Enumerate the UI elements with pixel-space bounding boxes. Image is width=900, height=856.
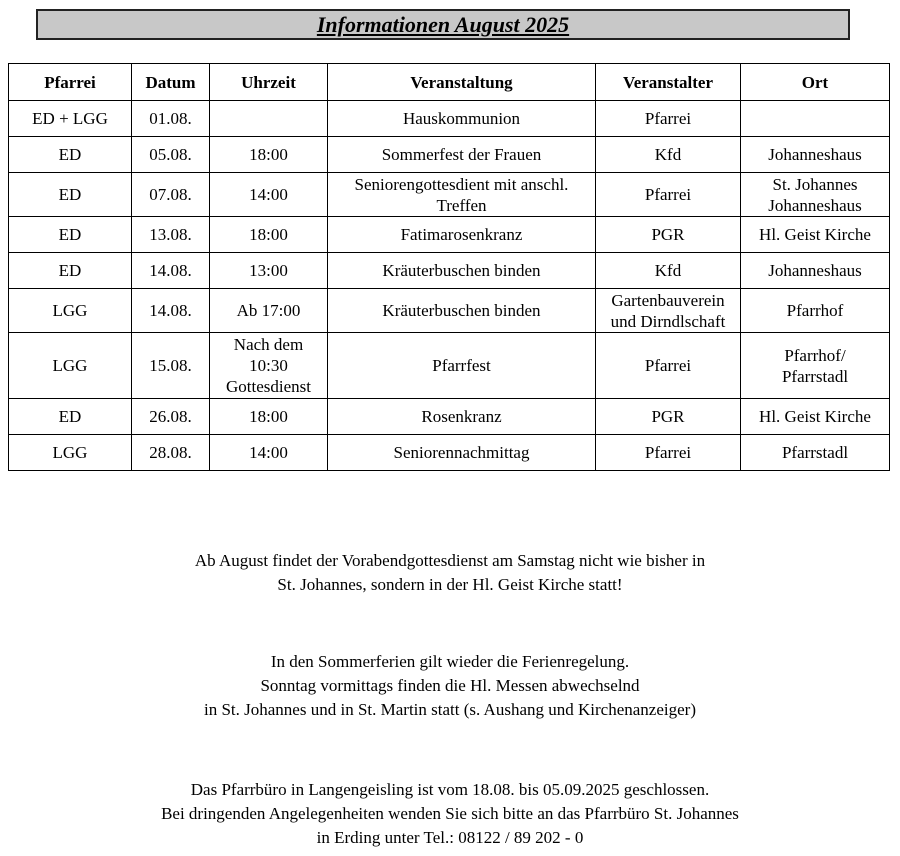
cell-veranstaltung (328, 289, 596, 333)
notice-ferienregelung (0, 650, 900, 722)
cell-line: Pfarrstadl (781, 366, 849, 386)
cell-datum: 15.08. (132, 333, 210, 399)
cell-line: Pfarrhof/ (784, 345, 846, 365)
header-datum: Datum (132, 64, 210, 101)
cell-line: PGR (651, 407, 685, 426)
title-banner (36, 9, 850, 40)
page-title: Informationen August 2025 (316, 12, 570, 37)
cell-line: Kräuterbuschen binden (382, 261, 541, 280)
table-header-row (9, 64, 890, 101)
cell-pfarrei: ED + LGG (9, 101, 132, 137)
cell-uhrzeit: 18:00 (210, 399, 328, 435)
header-ort: Ort (741, 64, 890, 101)
notice-line: in St. Johannes und in St. Martin statt (s. Aushang und Kirchenanzeiger) (204, 700, 696, 719)
cell-line: und Dirndlschaft (610, 311, 726, 331)
cell-line: Rosenkranz (421, 407, 502, 426)
cell-ort (741, 399, 890, 435)
cell-line: Hl. Geist Kirche (759, 225, 871, 244)
cell-veranstaltung (328, 101, 596, 137)
cell-line: Pfarrei (644, 356, 692, 375)
notice-line: Bei dringenden Angelegenheiten wenden Sie sich bitte an das Pfarrbüro St. Johannes (161, 804, 739, 823)
cell-veranstalter (596, 253, 741, 289)
cell-veranstalter (596, 289, 741, 333)
cell-line: St. Johannes (772, 174, 858, 194)
cell-veranstaltung (328, 253, 596, 289)
notice-line: Ab August findet der Vorabendgottesdienst am Samstag nicht wie bisher in (194, 551, 706, 570)
cell-ort (741, 137, 890, 173)
cell-ort (741, 217, 890, 253)
table-row (9, 101, 890, 137)
cell-ort (741, 101, 890, 137)
header-pfarrei: Pfarrei (9, 64, 132, 101)
cell-veranstalter (596, 137, 741, 173)
cell-datum: 05.08. (132, 137, 210, 173)
table-row (9, 173, 890, 217)
cell-veranstaltung (328, 173, 596, 217)
cell-datum: 01.08. (132, 101, 210, 137)
cell-datum: 13.08. (132, 217, 210, 253)
cell-line: Pfarrhof (786, 301, 844, 320)
cell-veranstalter (596, 101, 741, 137)
notice-line: Sonntag vormittags finden die Hl. Messen abwechselnd (260, 676, 640, 695)
cell-uhrzeit: Ab 17:00 (210, 289, 328, 333)
cell-uhrzeit: 13:00 (210, 253, 328, 289)
cell-line: Kfd (654, 145, 682, 164)
cell-datum: 07.08. (132, 173, 210, 217)
cell-uhrzeit (210, 101, 328, 137)
cell-veranstaltung (328, 333, 596, 399)
cell-line: Pfarrei (644, 185, 692, 204)
cell-veranstaltung (328, 137, 596, 173)
cell-line: Hl. Geist Kirche (759, 407, 871, 426)
notice-line: In den Sommerferien gilt wieder die Ferienregelung. (270, 652, 630, 671)
cell-line: Hauskommunion (402, 109, 521, 128)
cell-line: Nach dem (233, 335, 304, 354)
cell-pfarrei: LGG (9, 333, 132, 399)
cell-line: Pfarrstadl (781, 443, 849, 462)
notice-line: Das Pfarrbüro in Langengeisling ist vom 18.08. bis 05.09.2025 geschlossen. (190, 780, 710, 799)
cell-veranstaltung (328, 435, 596, 471)
cell-veranstalter (596, 435, 741, 471)
cell-line: Pfarrei (644, 109, 692, 128)
cell-line: Pfarrei (644, 443, 692, 462)
cell-pfarrei: ED (9, 217, 132, 253)
cell-datum: 26.08. (132, 399, 210, 435)
cell-line: Seniorennachmittag (393, 443, 530, 462)
cell-line: Kfd (654, 261, 682, 280)
cell-line: Johanneshaus (768, 145, 862, 164)
cell-uhrzeit: 14:00 (210, 435, 328, 471)
table-row (9, 399, 890, 435)
cell-pfarrei: ED (9, 137, 132, 173)
cell-line: 10:30 (249, 356, 288, 375)
cell-line: Gartenbauverein (611, 290, 725, 310)
cell-veranstalter (596, 333, 741, 399)
cell-pfarrei: ED (9, 173, 132, 217)
table-row (9, 253, 890, 289)
notice-line: St. Johannes, sondern in der Hl. Geist Kirche statt! (277, 575, 623, 594)
cell-veranstaltung (328, 217, 596, 253)
cell-ort (741, 253, 890, 289)
cell-uhrzeit: 14:00 (210, 173, 328, 217)
cell-veranstalter (596, 173, 741, 217)
notice-pfarrbuero (0, 778, 900, 850)
cell-datum: 14.08. (132, 289, 210, 333)
notice-line: in Erding unter Tel.: 08122 / 89 202 - 0 (316, 828, 584, 847)
cell-line: PGR (651, 225, 685, 244)
notice-vorabendgottesdienst (0, 549, 900, 597)
cell-line: Fatimarosenkranz (400, 225, 523, 244)
table-row (9, 333, 890, 399)
cell-veranstalter (596, 399, 741, 435)
table-row (9, 435, 890, 471)
cell-pfarrei: ED (9, 253, 132, 289)
header-veranstalter: Veranstalter (596, 64, 741, 101)
table-row (9, 137, 890, 173)
cell-ort (741, 435, 890, 471)
cell-line: Pfarrfest (432, 356, 491, 375)
cell-pfarrei: LGG (9, 289, 132, 333)
header-veranstaltung: Veranstaltung (328, 64, 596, 101)
cell-veranstalter (596, 217, 741, 253)
cell-ort (741, 289, 890, 333)
cell-line: Kräuterbuschen binden (382, 301, 541, 320)
cell-line: Seniorengottesdient mit anschl. (354, 174, 569, 194)
cell-line: Gottesdienst (226, 377, 311, 396)
table-row (9, 289, 890, 333)
cell-ort (741, 173, 890, 217)
cell-uhrzeit: 18:00 (210, 217, 328, 253)
cell-veranstaltung (328, 399, 596, 435)
cell-line: Johanneshaus (768, 195, 862, 215)
cell-pfarrei: ED (9, 399, 132, 435)
cell-line: Sommerfest der Frauen (381, 145, 542, 164)
cell-datum: 28.08. (132, 435, 210, 471)
table-row (9, 217, 890, 253)
header-uhrzeit: Uhrzeit (210, 64, 328, 101)
cell-pfarrei: LGG (9, 435, 132, 471)
cell-ort (741, 333, 890, 399)
cell-line: Treffen (436, 195, 487, 215)
cell-uhrzeit: 18:00 (210, 137, 328, 173)
cell-uhrzeit (210, 333, 328, 399)
cell-line: Johanneshaus (768, 261, 862, 280)
cell-datum: 14.08. (132, 253, 210, 289)
events-table (8, 63, 890, 471)
